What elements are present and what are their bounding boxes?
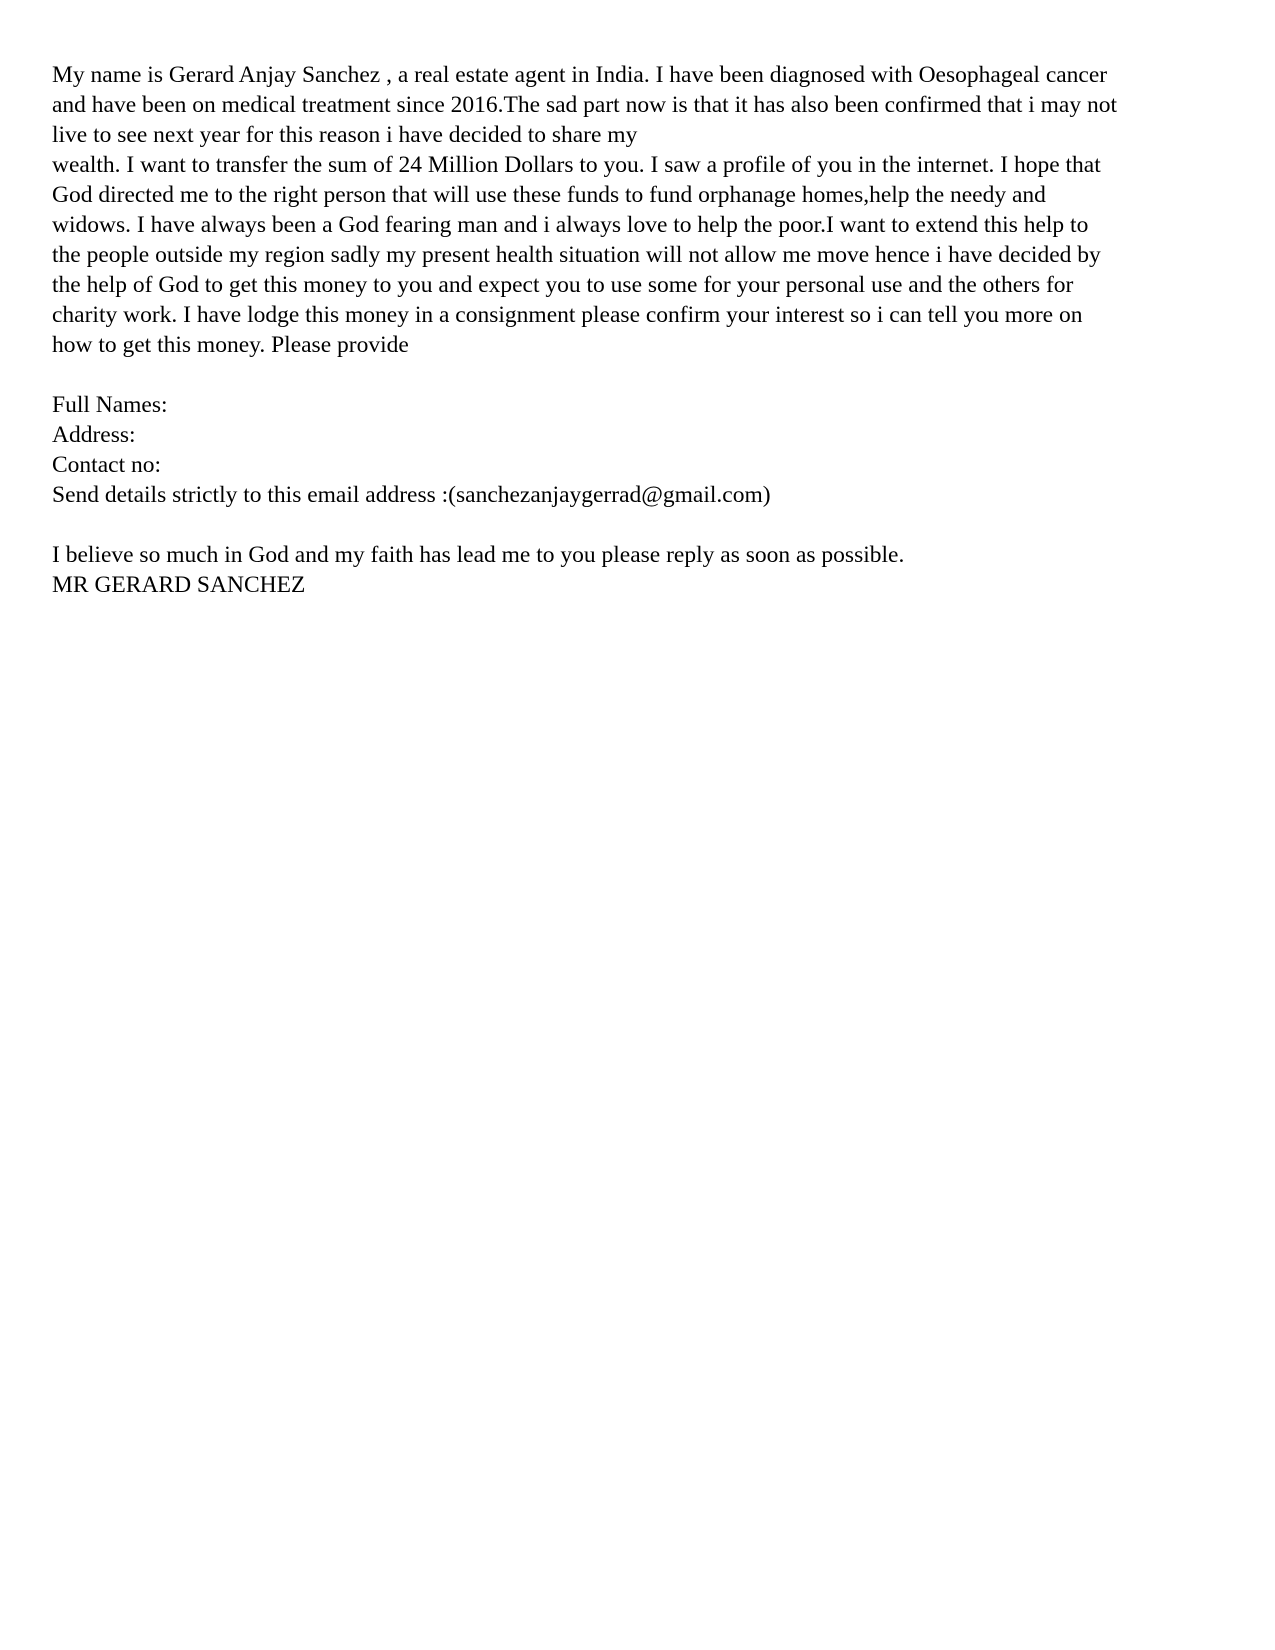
intro-paragraph xyxy=(52,60,1232,360)
paragraph-line: how to get this money. Please provide xyxy=(52,332,409,358)
signature: MR GERARD SANCHEZ xyxy=(52,572,306,598)
field-address: Address: xyxy=(52,422,136,448)
paragraph-line: widows. I have always been a God fearing man and i always love to help the poor.I want to extend this help to xyxy=(52,212,1089,238)
email-instruction: Send details strictly to this email address :(sanchezanjaygerrad@gmail.com) xyxy=(52,482,771,508)
closing-line: I believe so much in God and my faith has lead me to you please reply as soon as possible. xyxy=(52,542,905,568)
paragraph-line: the people outside my region sadly my present health situation will not allow me move hence i have decided by xyxy=(52,242,1101,268)
field-contact-no: Contact no: xyxy=(52,452,161,478)
paragraph-line: God directed me to the right person that will use these funds to fund orphanage homes,help the needy and xyxy=(52,182,1046,208)
blank-line xyxy=(52,510,1232,540)
paragraph-line: and have been on medical treatment since 2016.The sad part now is that it has also been confirmed that i may not xyxy=(52,92,1118,118)
requested-details xyxy=(52,390,1232,510)
paragraph-line: live to see next year for this reason i have decided to share my xyxy=(52,122,638,148)
paragraph-line: the help of God to get this money to you and expect you to use some for your personal use and the others for xyxy=(52,272,1074,298)
paragraph-line: My name is Gerard Anjay Sanchez , a real estate agent in India. I have been diagnosed with Oesophageal cancer xyxy=(52,62,1108,88)
field-full-names: Full Names: xyxy=(52,392,168,418)
paragraph-line: wealth. I want to transfer the sum of 24 Million Dollars to you. I saw a profile of you in the internet. I hope that xyxy=(52,152,1101,178)
paragraph-line: charity work. I have lodge this money in a consignment please confirm your interest so i can tell you more on xyxy=(52,302,1083,328)
letter-body xyxy=(52,60,1232,600)
blank-line xyxy=(52,360,1232,390)
